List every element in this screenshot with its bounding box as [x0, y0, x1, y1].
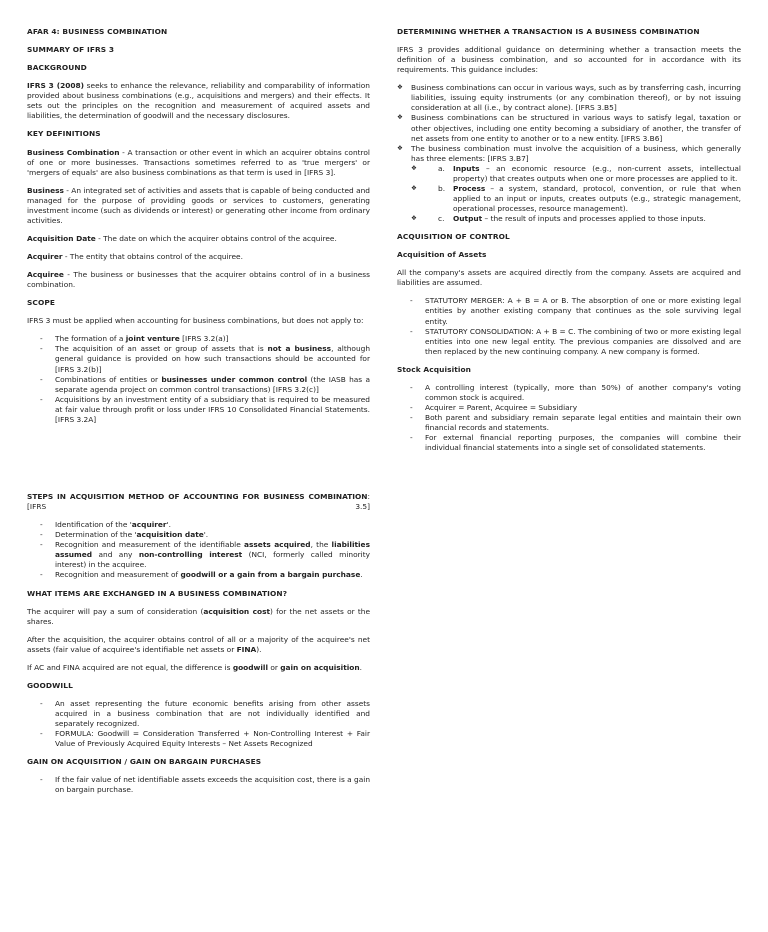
- stock-list: [397, 383, 741, 453]
- list-item: ❖ The business combination must involve the acquisition of a business, which generally has three elements: [IFRS 3.B7] ❖ a. Inputs – an economic resource (e.g., non-current assets, intellectual property) that creates outputs when one or more processes are applied to it. ❖ b. Process – a system, standard, protocol, convention, or rule that when applied to an input or inputs, creates outputs (e.g., strategic management, operational processes, resource management). ❖ c. Output – the result of inputs and processes applied to those inputs.: [397, 144, 741, 225]
- list-item: - If the fair value of net identifiable assets exceeds the acquisition cost, there is a gain on bargain purchase.: [27, 775, 370, 795]
- steps-heading: STEPS IN ACQUISITION METHOD OF ACCOUNTING FOR BUSINESS COMBINATION: [IFRS 3.5]: [27, 492, 370, 512]
- list-item: ❖ Business combinations can occur in various ways, such as by transferring cash, incurring liabilities, issuing equity instruments (or any combination thereof), or by not issuing consideration at all (i.e., by contract alone). [IFRS 3.B5]: [397, 83, 741, 113]
- background-lead: IFRS 3 (2008): [27, 81, 85, 91]
- list-item: - Acquisitions by an investment entity of a subsidiary that is required to be measured at fair value through profit or loss under IFRS 10 Consolidated Financial Statements. [IFRS 3.2A]: [27, 395, 370, 425]
- assets-heading: Acquisition of Assets: [397, 250, 487, 260]
- left-column: [27, 27, 370, 433]
- list-item: ❖ Business combinations can be structured in various ways to satisfy legal, taxation or other objectives, including one entity becoming a subsidiary of another, the transfer of net assets from one entity to another or to a new entity. [IFRS 3.B6]: [397, 113, 741, 143]
- list-item: - STATUTORY CONSOLIDATION: A + B = C. The combining of two or more existing legal entities into one new legal entity. The previous companies are dissolved and are then replaced by the new continuing company. A new company is formed.: [397, 327, 741, 357]
- definition-acquiree: Acquiree - The business or businesses that the acquirer obtains control of in a business combination.: [27, 270, 370, 290]
- steps-list: [27, 520, 370, 580]
- list-item: - Recognition and measurement of goodwill or a gain from a bargain purchase.: [27, 570, 370, 580]
- elements-list: [411, 164, 741, 224]
- guidance-list: [397, 83, 741, 224]
- background-heading: BACKGROUND: [27, 63, 87, 73]
- scope-heading: SCOPE: [27, 298, 55, 308]
- control-heading: ACQUISITION OF CONTROL: [397, 232, 510, 242]
- exchanged-paragraph-3: If AC and FINA acquired are not equal, the difference is goodwill or gain on acquisition.: [27, 662, 362, 672]
- definition-business: Business - An integrated set of activities and assets that is capable of being conducted and managed for the purpose of providing goods or services to customers, generating investment income (such as dividends or interest) or generating other income from ordinary activities.: [27, 185, 370, 225]
- definition-acquisition-date: Acquisition Date - The date on which the acquirer obtains control of the acquiree.: [27, 233, 337, 243]
- right-column: [397, 27, 741, 461]
- definition-acquirer: Acquirer - The entity that obtains control of the acquiree.: [27, 252, 243, 261]
- assets-list: [397, 296, 741, 356]
- list-item: ❖ a. Inputs – an economic resource (e.g., non-current assets, intellectual property) that creates outputs when one or more processes are applied to it.: [411, 164, 741, 184]
- stock-heading: Stock Acquisition: [397, 364, 472, 374]
- list-item: - An asset representing the future economic benefits arising from other assets acquired in a business combination that are not individually identified and separately recognized.: [27, 699, 370, 729]
- document-title: AFAR 4: BUSINESS COMBINATION: [27, 27, 168, 36]
- list-item: - Recognition and measurement of the identifiable assets acquired, the liabilities assumed and any non-controlling interest (NCI, formerly called minority interest) in the acquiree.: [27, 540, 370, 570]
- list-item: - Combinations of entities or businesses under common control (the IASB has a separate agenda project on common control transactions) [IFRS 3.2(c)]: [27, 375, 370, 395]
- determining-paragraph: IFRS 3 provides additional guidance on determining whether a transaction meets the definition of a business combination, and so accounted for in accordance with its requirements. This guidance includes:: [397, 45, 741, 75]
- list-item: - The acquisition of an asset or group of assets that is not a business, although general guidance is provided on how such transactions should be accounted for [IFRS 3.2(b)]: [27, 344, 370, 374]
- scope-list: [27, 334, 370, 425]
- background-paragraph: IFRS 3 (2008) seeks to enhance the relevance, reliability and comparability of information provided about business combinations (e.g., acquisitions and mergers) and their effects. It sets out the principles on the recognition and measurement of acquired assets and liabilities, the determination of goodwill and the necessary disclosures.: [27, 81, 370, 121]
- left-column-lower: [27, 492, 370, 803]
- list-item: - Both parent and subsidiary remain separate legal entities and maintain their own financial records and statements.: [397, 413, 741, 433]
- scope-intro: IFRS 3 must be applied when accounting for business combinations, but does not apply to:: [27, 316, 364, 326]
- list-item: ❖ c. Output – the result of inputs and processes applied to those inputs.: [411, 214, 741, 224]
- list-item: ❖ b. Process – a system, standard, protocol, convention, or rule that when applied to an input or inputs, creates outputs (e.g., strategic management, operational processes, resource management).: [411, 184, 741, 214]
- list-item: - Acquirer = Parent, Acquiree = Subsidiary: [397, 403, 741, 413]
- determining-heading: DETERMINING WHETHER A TRANSACTION IS A BUSINESS COMBINATION: [397, 27, 700, 36]
- list-item: - Identification of the 'acquirer'.: [27, 520, 370, 530]
- exchanged-paragraph-1: The acquirer will pay a sum of consideration (acquisition cost) for the net assets or the shares.: [27, 606, 370, 626]
- list-item: - A controlling interest (typically, more than 50%) of another company's voting common stock is acquired.: [397, 383, 741, 403]
- list-item: - Determination of the 'acquisition date'.: [27, 530, 370, 540]
- exchanged-heading: WHAT ITEMS ARE EXCHANGED IN A BUSINESS COMBINATION?: [27, 588, 288, 598]
- assets-paragraph: All the company's assets are acquired directly from the company. Assets are acquired and liabilities are assumed.: [397, 268, 741, 288]
- list-item: - The formation of a joint venture [IFRS 3.2(a)]: [27, 334, 370, 344]
- list-item: - For external financial reporting purposes, the companies will combine their individual financial statements into a single set of consolidated statements.: [397, 433, 741, 453]
- exchanged-paragraph-2: After the acquisition, the acquirer obtains control of all or a majority of the acquiree's net assets (fair value of acquiree's identifiable net assets or FINA).: [27, 634, 370, 654]
- summary-heading: SUMMARY OF IFRS 3: [27, 45, 115, 55]
- definition-business-combination: Business Combination - A transaction or other event in which an acquirer obtains control of one or more businesses. Transactions sometimes referred to as 'true mergers' or 'mergers of equals' are also business combinations as that term is used in [IFRS 3].: [27, 147, 370, 177]
- list-item: - STATUTORY MERGER: A + B = A or B. The absorption of one or more existing legal entities by another existing company that continues as the sole surviving legal entity.: [397, 296, 741, 326]
- list-item: - FORMULA: Goodwill = Consideration Transferred + Non-Controlling Interest + Fair Value of Previously Acquired Equity Interests – Net Assets Recognized: [27, 729, 370, 749]
- key-definitions-heading: KEY DEFINITIONS: [27, 129, 101, 139]
- goodwill-list: [27, 699, 370, 749]
- goodwill-heading: GOODWILL: [27, 680, 73, 690]
- gain-heading: GAIN ON ACQUISITION / GAIN ON BARGAIN PURCHASES: [27, 757, 262, 767]
- gain-list: [27, 775, 370, 795]
